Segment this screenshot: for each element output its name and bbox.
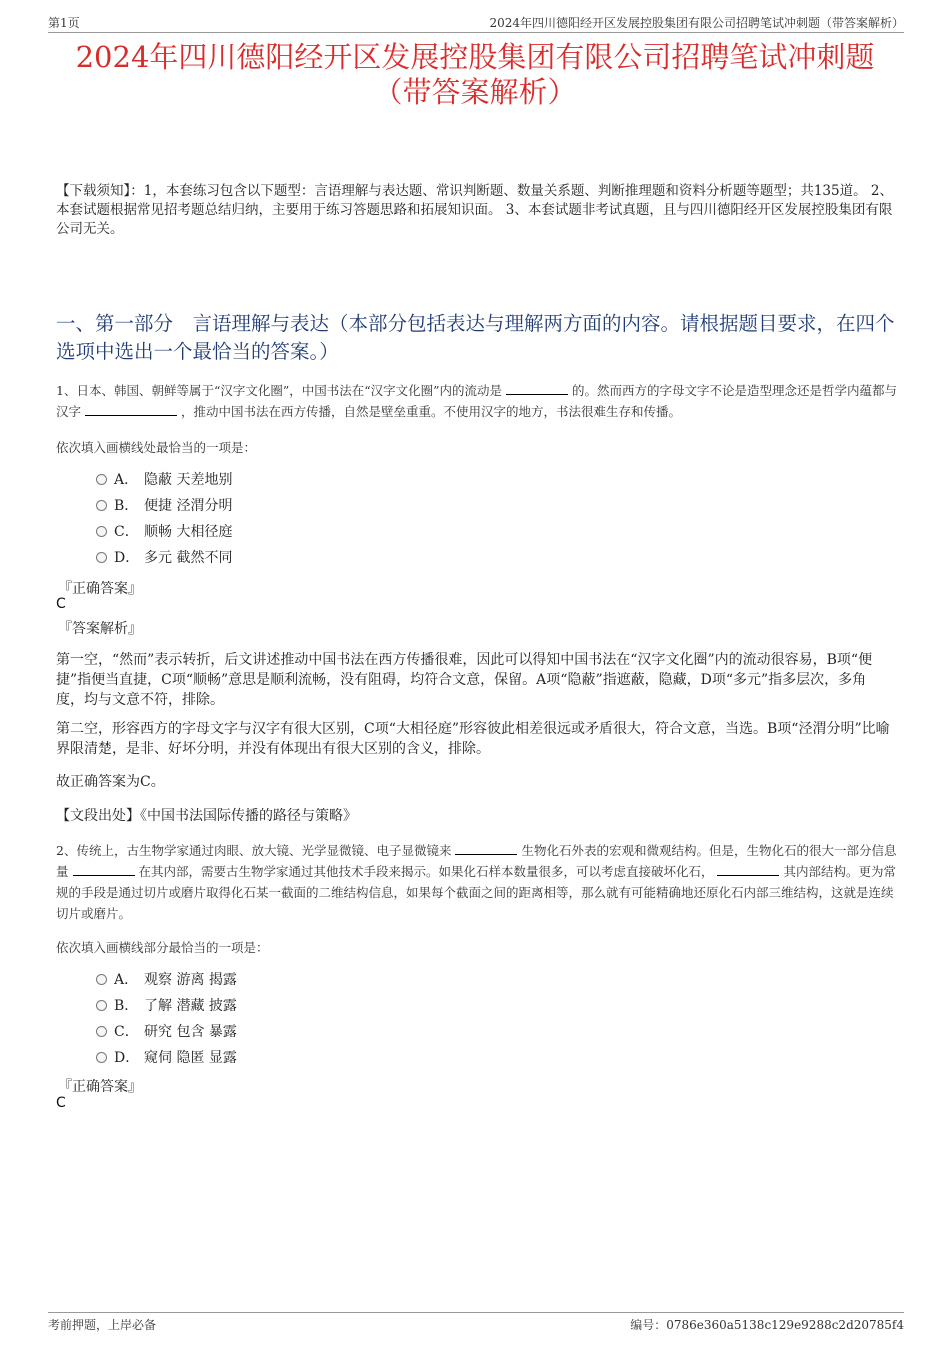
answer-value: C: [56, 596, 66, 612]
option-c[interactable]: C． 顺畅 大相径庭: [96, 519, 232, 545]
radio-icon[interactable]: [96, 1026, 107, 1037]
option-a[interactable]: A． 隐蔽 天差地别: [96, 467, 232, 493]
page-footer: [48, 1312, 904, 1334]
radio-icon[interactable]: [96, 1000, 107, 1011]
fill-blank: [455, 842, 517, 855]
header-doc-title: 2024年四川德阳经开区发展控股集团有限公司招聘笔试冲刺题（带答案解析）: [489, 16, 904, 30]
page-number: 第1页: [48, 16, 80, 30]
radio-icon[interactable]: [96, 552, 107, 563]
q2-text-part-c: 在其内部，需要古生物学家通过其他技术手段来揭示。如果化石样本数量很多，可以考虑直接破坏化石，: [138, 864, 714, 879]
option-b[interactable]: B． 便捷 泾渭分明: [96, 493, 232, 519]
q1-text-part-a: 1、日本、韩国、朝鲜等属于“汉字文化圈”，中国书法在“汉字文化圈”内的流动是: [56, 383, 503, 398]
q2-text-part-b: 生物化石外表的宏观和微观结构。但是，生物化石的很大一部分信息量: [56, 843, 897, 879]
source-citation: 【文段出处】《中国书法国际传播的路径与策略》: [56, 808, 357, 824]
footer-doc-id: 编号：0786e360a5138c129e9288c2d20785f4: [630, 1318, 904, 1332]
question-2-options: [96, 967, 237, 1071]
fill-blank: [73, 863, 135, 876]
question-2-text: [56, 840, 902, 924]
q2-text-part-d: 其内部结构。更为常规的手段是通过切片或磨片取得化石某一截面的二维结构信息，如果每个截面之间的距离相等，那么就有可能精确地还原化石内部三维结构，这就是连续切片或磨片。: [56, 864, 896, 921]
radio-icon[interactable]: [96, 500, 107, 511]
radio-icon[interactable]: [96, 526, 107, 537]
document-title: [40, 40, 910, 110]
footer-slogan: 考前押题，上岸必备: [48, 1318, 157, 1332]
radio-icon[interactable]: [96, 974, 107, 985]
answer-label: 『正确答案』: [58, 1079, 142, 1095]
answer-value: C: [56, 1095, 66, 1111]
section-title: 一、第一部分 言语理解与表达（本部分包括表达与理解两方面的内容。请根据题目要求，在四个选项中选出一个最恰当的答案。）: [56, 312, 895, 363]
radio-icon[interactable]: [96, 1052, 107, 1063]
answer-label: 『正确答案』: [58, 581, 142, 597]
title-line-1: 2024年四川德阳经开区发展控股集团有限公司招聘笔试冲刺题: [75, 40, 875, 74]
q1-text-part-b: 的。然而西方的字母文字不论是造型理念还是哲学内蕴都与汉字: [56, 383, 898, 419]
q1-text-part-c: ，推动中国书法在西方传播，自然是壁垒重重。不使用汉字的地方，书法很难生存和传播。: [180, 404, 681, 419]
title-line-2: （带答案解析）: [373, 75, 577, 109]
analysis-conclusion: 故正确答案为C。: [56, 774, 165, 790]
option-c[interactable]: C． 研究 包含 暴露: [96, 1019, 237, 1045]
analysis-label: 『答案解析』: [58, 621, 142, 637]
download-notice: 【下载须知】：1，本套练习包含以下题型：言语理解与表达题、常识判断题、数量关系题、判断推理题和资料分析题等题型；共135道。 2、本套试题根据常见招考题总结归纳，主要用于练习答题思路和拓展知识面。 3、本套试题非考试真题，且与四川德阳经开区发展控股集团有限公司无关。: [56, 183, 893, 237]
option-d[interactable]: D． 多元 截然不同: [96, 545, 232, 571]
option-a[interactable]: A． 观察 游离 揭露: [96, 967, 237, 993]
option-b[interactable]: B． 了解 潜藏 披露: [96, 993, 237, 1019]
analysis-paragraph-2: 第二空，形容西方的字母文字与汉字有很大区别，C项“大相径庭”形容彼此相差很远或矛盾很大，符合文意，当选。B项“泾渭分明”比喻界限清楚，是非、好坏分明，并没有体现出有很大区别的含义，排除。: [56, 721, 890, 757]
question-1-prompt: 依次填入画横线处最恰当的一项是：: [56, 440, 257, 455]
option-d[interactable]: D． 窥伺 隐匿 显露: [96, 1045, 237, 1071]
question-1-options: [96, 467, 232, 571]
fill-blank: [85, 403, 177, 416]
radio-icon[interactable]: [96, 474, 107, 485]
question-1-text: [56, 380, 902, 422]
q2-text-part-a: 2、传统上，古生物学家通过肉眼、放大镜、光学显微镜、电子显微镜来: [56, 843, 452, 858]
question-2-prompt: 依次填入画横线部分最恰当的一项是：: [56, 940, 269, 955]
fill-blank: [717, 863, 779, 876]
page-header: [48, 14, 904, 33]
fill-blank: [506, 382, 568, 395]
analysis-paragraph-1: 第一空，“然而”表示转折，后文讲述推动中国书法在西方传播很难，因此可以得知中国书法在“汉字文化圈”内的流动很容易，B项“便捷”指便当直捷，C项“顺畅”意思是顺利流畅，没有阻碍，均符合文意，保留。A项“隐蔽”指遮蔽，隐藏，D项“多元”指多层次，多角度，均与文意不符，排除。: [56, 652, 873, 708]
